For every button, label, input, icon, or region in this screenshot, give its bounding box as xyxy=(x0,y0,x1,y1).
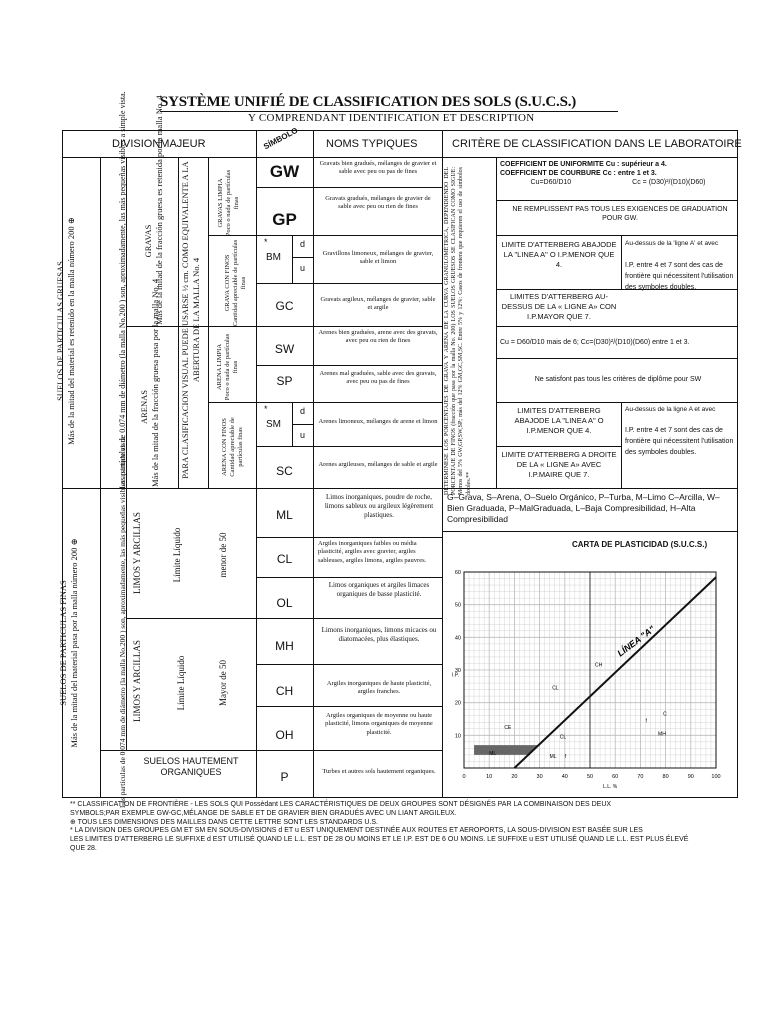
header-criteria: CRITÈRE DE CLASSIFICATION DANS LE LABORATOIRE xyxy=(452,138,742,150)
fine-soils-label: SUELOS DE PARTICULAS FINAS Más de la mitad del material pasa por la malla número 200 ⊕ xyxy=(58,538,79,748)
desc-ml: Limos inorganiques, poudre de roche, limons sableux ou argileux légèrement plastiques. xyxy=(324,493,434,520)
symbol-ol: OL xyxy=(276,596,293,610)
symbol-legend: G–Grava, S–Arena, O–Suelo Orgánico, P–Turba, M–Limo C–Arcilla, W–Bien Graduada, P–MalGraduada, L–Baja Compresibilidad, H–Alta Compresibilidad xyxy=(447,492,720,525)
x-tick-label: 70 xyxy=(637,774,644,780)
region-label: ML xyxy=(489,750,497,757)
symbol-gc: GC xyxy=(275,299,294,313)
coarse-soils-label: SUELOS DE PARTICULAS GRUESAS Más de la mitad del material es retenido en la malla número 200 ⊕ xyxy=(55,217,76,445)
y-tick-label: 60 xyxy=(454,570,461,576)
page-title: SYSTÈME UNIFIÉ DE CLASSIFICATION DES SOLS (S.U.C.S.) xyxy=(160,94,577,110)
footnote-2: SYMBOLS;PAR EXEMPLE GW-GC,MÉLANGE DE SABLE ET DE GRAVIER BIEN GRADUÉS AVEC UN LIANT ARGILEUX. xyxy=(70,809,457,817)
limos-arcillas-1: LIMOS Y ARCILLAS xyxy=(132,512,142,594)
chart-title: CARTA DE PLASTICIDAD (S.U.C.S.) xyxy=(572,540,708,549)
y-tick-label: 10 xyxy=(454,733,461,740)
arenas-label: ARENAS Más de la mitad de la fracción gruesa pasa por la malla No. 4 xyxy=(139,278,160,487)
criteria-side-text: DETERMINESE LOS PORCENTAJES DE GRAVA Y ARENA DE LA CURVA GRANULOMÉTRICA, DEPENDIENDO DEL PORCENTAJE DE FINOS (fracción que pasa por la malla No. 200) LOS SUELOS GRUESOS SE CLASIFICAN COMO SIGUE: Menos del 5% GW,GP,SW,SP; más del 12% GM,GC,SM,SC. Entre 5% y 12%: Casos de frontera que requieren el uso de símbolos dobles.** xyxy=(444,167,472,495)
criteria-gm-right: Au-dessus de la 'ligne A' et avec xyxy=(625,240,719,247)
criteria-sc: LIMITE D'ATTERBERG A DROITE DE LA « LIGNE A» AVEC I.P.MAIRE QUE 7. xyxy=(501,450,617,479)
menor-50: menor de 50 xyxy=(218,532,228,578)
symbol-cl: CL xyxy=(276,552,293,566)
x-tick-label: 80 xyxy=(662,774,669,780)
symbol-ml: ML xyxy=(276,508,293,522)
x-tick-label: 50 xyxy=(586,774,594,780)
symbol-gw: GW xyxy=(269,162,300,181)
header-division: DIVISIONMAJEUR xyxy=(112,138,206,150)
criteria-gc-right: I.P. entre 4 et 7 sont des cas de frontière qui nécessitent l'utilisation des symboles doubles. xyxy=(625,262,734,292)
region-label: C xyxy=(663,711,667,718)
symbol-mh: MH xyxy=(275,639,294,653)
x-tick-label: 30 xyxy=(536,774,543,780)
symbol-ch: CH xyxy=(275,684,294,698)
symbol-sc: SC xyxy=(276,464,293,478)
limos-arcillas-2: LIMOS Y ARCILLAS xyxy=(132,640,142,722)
footnotes xyxy=(70,801,750,854)
desc-gc: Gravats argileux, mélanges de gravier, sable et argile xyxy=(320,296,436,312)
footnote-1: ** CLASSIFICATION DE FRONTIÈRE - LES SOLS QUI Possèdant LES CARACTÉRISTIQUES DE DEUX GROUPES SONT DÉSIGNÉS PAR LA COMBINAISON DES DEUX xyxy=(70,801,612,808)
criteria-sc-right: I.P. entre 4 et 7 sont des cas de frontière qui nécessitent l'utilisation des symboles doubles. xyxy=(625,427,734,457)
y-tick-label: 30 xyxy=(454,668,461,674)
limite-liquido-1: Límite Líquido xyxy=(172,527,182,583)
criteria-gm: LIMITE D'ATTERBERG ABAJODE LA "LINEA A" O I.P.MENOR QUE 4. xyxy=(501,240,617,269)
region-label: CH xyxy=(595,662,603,669)
symbol-gp: GP xyxy=(272,210,297,229)
x-tick-label: 0 xyxy=(462,774,466,780)
visual-classification-label: PARA CLASIFICACION VISUAL PUEDE USARSE ½ cm. COMO EQUIVALENTE A LA ABERTURA DE LA MALLA No. 4 xyxy=(180,161,202,479)
criteria-sm: LIMITES D'ATTERBERG ABAJODE LA "LINEA A" O I.P.MENOR QUE 4. xyxy=(514,406,604,435)
criteria-sp: Ne satisfont pas tous les critères de diplôme pour SW xyxy=(534,376,702,383)
plasticity-chart xyxy=(446,552,736,796)
footnote-4: * LA DIVISION DES GROUPES GM ET SM EN SOUS-DIVISIONS d ET u EST UNIQUEMENT DESTINÉE AUX ROUTES ET AEROPORTS, LA SOUS-DIVISION EST BASÉE SUR LES xyxy=(70,827,643,835)
x-tick-label: 60 xyxy=(612,774,619,780)
symbol-sp: SP xyxy=(276,374,293,388)
mayor-50: Mayor de 50 xyxy=(218,660,228,706)
visual-note-label: Las partículas de 0.074 mm de diámetro (la malla No.200 ) son, aproximadamente, las más pequeñas visibles a simple vista. xyxy=(118,91,127,489)
header-names: NOMS TYPIQUES xyxy=(326,138,418,150)
desc-mh: Limons inorganiques, limons micaces ou diatomacées, plus élastiques. xyxy=(321,626,437,644)
grava-finos-label: GRAVA CON FINOS Cantidad apreciable de partículas finas xyxy=(224,239,248,327)
region-label: CL xyxy=(559,734,567,741)
desc-sc: Arenes argileuses, mélanges de sable et argile xyxy=(318,461,438,468)
desc-sm: Arenes limoneux, mélanges de arene et limon xyxy=(318,418,438,425)
grava-limpia-label: GRAVAS LIMPIA Poco o nada de partículas finas xyxy=(217,169,241,237)
criteria-gw: COEFFICIENT DE UNIFORMITE Cu : supérieur a 4. COEFFICIENT DE COURBURE Cc : entre 1 et 3. Cu=D60/D10 Cc = (D30)²/(D10)(D60) xyxy=(500,161,706,187)
y-tick-label: 40 xyxy=(454,635,461,642)
symbol-sw: SW xyxy=(274,342,295,356)
x-tick-label: 20 xyxy=(511,774,518,780)
symbol-gm: BM xyxy=(266,252,281,263)
region-label: CL xyxy=(552,685,559,692)
page-subtitle: Y COMPRENDANT IDENTIFICATION ET DESCRIPTION xyxy=(248,112,535,124)
y-axis-label: I.P. xyxy=(452,672,459,679)
a-line-label: LÍNEA "A" xyxy=(615,623,657,659)
y-tick-label: 20 xyxy=(454,700,461,707)
x-tick-label: 10 xyxy=(486,774,493,780)
desc-p: Turbes et autres sols hautement organiques. xyxy=(322,768,436,775)
arena-limpia-label: ARENA LIMPIA Poco o nada de partículas finas xyxy=(216,333,240,401)
desc-gw: Gravats bien gradués, mélanges de gravier et sable avec peu ou pas de fines xyxy=(319,160,437,176)
x-axis-label: L.L. % xyxy=(603,784,618,790)
symbol-p: P xyxy=(280,770,289,784)
criteria-gp: NE REMPLISSENT PAS TOUS LES EXIGENCES DE GRADUATION POUR GW. xyxy=(512,206,728,223)
criteria-gc: LIMITES D'ATTERBERG AU-DESSUS DE LA « LIGNE A» CON I.P.MAYOR QUE 7. xyxy=(501,292,617,321)
desc-oh: Argiles organiques de moyenne ou haute plasticité, limons organiques de moyenne plasticité. xyxy=(325,712,433,736)
criteria-sw: Cu = D60/D10 mais de 6; Cc=(D30)²/(D10)(D60) entre 1 et 3. xyxy=(500,339,690,346)
limite-liquido-2: Límite Líquido xyxy=(176,655,186,711)
desc-cl: Argiles inorganiques faibles ou média plasticité, argiles avec gravier, argiles sableuses, argiles limons, argiles pauvres. xyxy=(318,540,427,564)
desc-sw: Arenes bien graduées, arene avec des gravats, avec peu ou rien de fines xyxy=(318,329,438,345)
header-symbol: SÍMBOLO xyxy=(262,125,300,152)
footnote-6: QUE 28. xyxy=(70,844,97,852)
region-label: ML xyxy=(549,754,557,761)
region-label: MH xyxy=(658,731,666,738)
footnote-5: LES LIMITES D'ATTERBERG LE SUFFIXE d EST UTILISÉ QUAND LE L.L. EST DE 28 OU MOINS ET LE I.P. EST DE 6 OU MOINS. LE SUFFIXE u EST UTILISÉ QUAND LE L.L. EST PLUS ÉLEVÉ xyxy=(70,836,689,843)
symbol-sm: SM xyxy=(266,419,281,430)
desc-gm: Gravillons limoneux, mélanges de gravier, sable et limon xyxy=(322,250,434,266)
region-label: CE xyxy=(504,724,512,731)
desc-sp: Arenes mal graduées, sable avec des gravats, avec peu ou pas de fines xyxy=(319,370,437,386)
footnote-3: ⊕ TOUS LES DIMENSIONS DES MAILLES DANS CETTE LETTRE SONT LES STANDARDS U.S. xyxy=(70,818,378,826)
region-label: f xyxy=(645,718,647,725)
desc-gp: Gravats gradués, mélanges de gravier de sable avec peu ou rien de fines xyxy=(325,195,431,211)
gravas-label: GRAVAS Más de la mitad de la fracción gruesa es retenida por la malla No. 4 xyxy=(143,95,164,325)
region-label: f xyxy=(564,754,567,761)
x-tick-label: 90 xyxy=(687,774,694,780)
desc-ch: Argiles inorganiques de haute plasticité, argiles franches. xyxy=(326,680,432,696)
arena-finos-label: ARENA CON FINOS Cantidad apreciable de partículas finas xyxy=(221,417,245,477)
desc-ol: Limos organiques et argiles limaces organiques de basse plasticité. xyxy=(328,581,430,599)
sieve-note-label: Las partículas de 0.074 mm de diámetro (la malla No.200 ) son, aproximadamente, las más pequeñas visibles a simple vista. xyxy=(118,435,127,808)
criteria-sm-right: Au-dessus de la ligne A et avec xyxy=(625,406,716,413)
x-tick-label: 100 xyxy=(711,774,721,780)
organic-soils-label: SUELOS HAUTEMENT ORGANIQUES xyxy=(143,756,239,777)
x-tick-label: 40 xyxy=(561,774,568,780)
y-tick-label: 50 xyxy=(454,602,461,609)
symbol-oh: OH xyxy=(275,728,294,742)
